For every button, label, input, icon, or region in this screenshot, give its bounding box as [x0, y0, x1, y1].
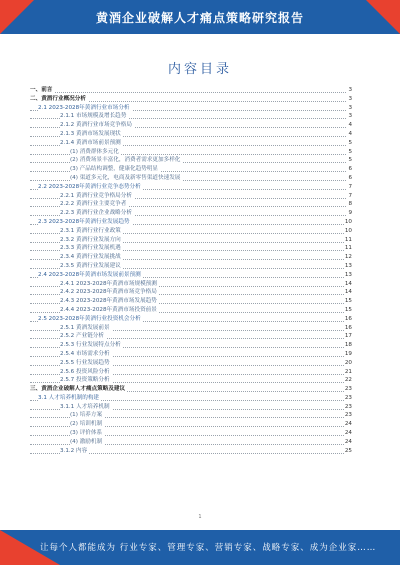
toc-entry-label: 2.5.6 投资风险分析 — [60, 368, 110, 375]
toc-entry-page: 9 — [348, 210, 352, 217]
toc-entry-page: 15 — [344, 306, 352, 313]
toc-entry-label: 2.3 2023-2028年黄酒行业发展趋势 — [38, 218, 130, 225]
toc-entry[interactable] — [30, 262, 352, 271]
toc-entry-label: (4) 激励机制 — [70, 438, 103, 445]
toc-entry[interactable] — [30, 192, 352, 201]
toc-entry[interactable] — [30, 385, 352, 394]
toc-entry[interactable] — [30, 376, 352, 385]
toc-entry[interactable] — [30, 394, 352, 403]
toc-entry-label: 2.1.1 市场规模及增长趋势 — [60, 113, 127, 120]
toc-entry-page: 13 — [344, 271, 352, 278]
toc-entry-label: (3) 评价体系 — [70, 430, 103, 437]
toc-entry-label: 2.5 2023-2028年黄酒行业投资机会分析 — [38, 315, 141, 322]
toc-entry-page: 14 — [344, 289, 352, 296]
toc-entry-page: 23 — [344, 394, 352, 401]
toc-entry-page: 23 — [344, 386, 352, 393]
toc-entry-label: 2.3.5 黄酒行业发展建议 — [60, 262, 121, 269]
toc-entry-page: 7 — [348, 192, 352, 199]
toc-entry[interactable] — [30, 209, 352, 218]
toc-entry-label: (1) 培养方案 — [70, 412, 103, 419]
toc-entry-label: 二、黄酒行业概况分析 — [30, 95, 86, 102]
toc-entry-page: 22 — [344, 377, 352, 384]
toc-entry-page: 16 — [344, 315, 352, 322]
toc-entry-label: 3.1.1 人才培养机制 — [60, 403, 110, 410]
toc-entry-label: 2.2.3 黄酒行业企业战略分析 — [60, 210, 132, 217]
toc-entry-page: 18 — [344, 342, 352, 349]
toc-entry-page: 16 — [344, 324, 352, 331]
toc-entry-label: 2.1.4 黄酒市场前景预测 — [60, 139, 121, 146]
toc-entry-page: 4 — [348, 122, 352, 129]
toc-entry-label: 2.4.3 2023-2028年黄酒市场发展趋势 — [60, 298, 157, 305]
toc-entry-label: 2.5.3 行业发展特点分析 — [60, 342, 121, 349]
toc-entry[interactable] — [30, 253, 352, 262]
toc-entry[interactable] — [30, 288, 352, 297]
toc-entry-page: 21 — [344, 368, 352, 375]
toc-entry[interactable] — [30, 244, 352, 253]
toc-heading: 内容目录 — [167, 62, 232, 77]
toc-entry-page: 12 — [344, 254, 352, 261]
toc-entry-label: 三、黄酒企业破解人才痛点策略及建议 — [30, 386, 126, 393]
toc-entry-page: 19 — [344, 350, 352, 357]
toc-entry[interactable] — [30, 332, 352, 341]
toc-entry-label: 2.2.1 黄酒行业竞争格局分析 — [60, 192, 132, 199]
toc-entry[interactable] — [30, 420, 352, 429]
toc-entry[interactable] — [30, 130, 352, 139]
toc-entry-label: 2.5.1 黄酒发展前景 — [60, 324, 110, 331]
toc-entry[interactable] — [30, 156, 352, 165]
toc-entry-page: 5 — [348, 139, 352, 146]
toc-entry[interactable] — [30, 359, 352, 368]
toc-entry[interactable] — [30, 368, 352, 377]
toc-entry[interactable] — [30, 104, 352, 113]
toc-entry-page: 10 — [344, 218, 352, 225]
toc-entry-label: 3.1 人才培养机制的构建 — [38, 394, 100, 401]
toc-entry[interactable] — [30, 280, 352, 289]
table-of-contents — [30, 86, 352, 455]
toc-entry-page: 5 — [348, 157, 352, 164]
toc-entry-page: 5 — [348, 148, 352, 155]
toc-entry[interactable] — [30, 95, 352, 104]
toc-entry-page: 17 — [344, 333, 352, 340]
toc-entry[interactable] — [30, 306, 352, 315]
toc-entry-page: 11 — [344, 245, 352, 252]
toc-entry-page: 25 — [344, 447, 352, 454]
toc-entry-label: 2.3.1 黄酒行业行业政策 — [60, 227, 121, 234]
toc-entry-page: 6 — [348, 174, 352, 181]
toc-entry[interactable] — [30, 447, 352, 456]
report-title: 黄酒企业破解人才痛点策略研究报告 — [95, 11, 304, 25]
toc-entry[interactable] — [30, 218, 352, 227]
toc-entry[interactable] — [30, 411, 352, 420]
toc-entry-label: 2.3.3 黄酒行业发展机遇 — [60, 245, 121, 252]
toc-entry-label: 2.5.5 行业发展趋势 — [60, 359, 110, 366]
toc-entry-page: 15 — [344, 298, 352, 305]
toc-entry-page: 13 — [344, 262, 352, 269]
toc-entry-label: 2.3.4 黄酒行业发展挑战 — [60, 254, 121, 261]
toc-entry-label: 2.4.4 2023-2028年黄酒市场投资前景 — [60, 306, 157, 313]
toc-entry-page: 4 — [348, 130, 352, 137]
toc-entry-page: 24 — [344, 421, 352, 428]
toc-entry-page: 11 — [344, 236, 352, 243]
toc-entry[interactable] — [30, 200, 352, 209]
toc-entry-page: 23 — [344, 403, 352, 410]
toc-entry-label: (2) 消费场景丰富化，消费者需求更加多样化 — [70, 157, 181, 164]
toc-entry-label: (4) 渠道多元化，电商及新零售渠道快速发展 — [70, 174, 181, 181]
footer-banner — [0, 530, 400, 565]
toc-entry-page: 6 — [348, 166, 352, 173]
toc-entry-label: 2.1.3 黄酒市场发展现状 — [60, 130, 121, 137]
toc-entry[interactable] — [30, 227, 352, 236]
toc-entry-label: 2.1.2 黄酒行业市场竞争格局 — [60, 122, 132, 129]
toc-entry[interactable] — [30, 403, 352, 412]
toc-entry-page: 10 — [344, 227, 352, 234]
toc-entry-page: 7 — [348, 183, 352, 190]
toc-entry[interactable] — [30, 350, 352, 359]
toc-entry[interactable] — [30, 297, 352, 306]
toc-entry-page: 20 — [344, 359, 352, 366]
toc-entry-label: 2.2 2023-2028年黄酒行业竞争态势分析 — [38, 183, 141, 190]
toc-entry[interactable] — [30, 112, 352, 121]
toc-entry-label: 2.3.2 黄酒行业发展方向 — [60, 236, 121, 243]
toc-entry-label: (1) 消费群体多元化 — [70, 148, 119, 155]
toc-entry-label: (2) 培训机制 — [70, 421, 103, 428]
toc-entry-label: 2.1 2023-2028年黄酒行业市场分析 — [38, 104, 130, 111]
toc-entry-label: 2.5.4 市场需求分析 — [60, 350, 110, 357]
toc-entry[interactable] — [30, 139, 352, 148]
toc-entry-page: 24 — [344, 438, 352, 445]
toc-entry-label: 2.4 2023-2028年黄酒市场发展前景预测 — [38, 271, 141, 278]
toc-entry-label: 3.1.2 内容 — [60, 447, 88, 454]
toc-entry-label: 2.4.2 2023-2028年黄酒市场竞争格局 — [60, 289, 157, 296]
toc-entry[interactable] — [30, 183, 352, 192]
page-number: 1 — [198, 514, 202, 520]
toc-entry[interactable] — [30, 271, 352, 280]
toc-entry[interactable] — [30, 236, 352, 245]
toc-entry-label: (3) 产品结构调整，健康化趋势明显 — [70, 166, 159, 173]
toc-entry-label: 2.5.2 产业链分析 — [60, 333, 104, 340]
toc-entry[interactable] — [30, 438, 352, 447]
toc-entry[interactable] — [30, 341, 352, 350]
header-banner — [0, 0, 400, 34]
toc-entry[interactable] — [30, 315, 352, 324]
toc-entry-page: 3 — [348, 87, 352, 93]
toc-entry-page: 23 — [344, 412, 352, 419]
toc-entry[interactable] — [30, 429, 352, 438]
toc-entry[interactable] — [30, 86, 352, 95]
toc-entry[interactable] — [30, 165, 352, 174]
toc-entry[interactable] — [30, 148, 352, 157]
toc-entry-page: 8 — [348, 201, 352, 208]
toc-entry-page: 3 — [348, 113, 352, 120]
toc-entry[interactable] — [30, 324, 352, 333]
toc-entry-page: 3 — [348, 95, 352, 102]
toc-entry-page: 14 — [344, 280, 352, 287]
toc-leader-dots — [30, 92, 348, 93]
toc-entry[interactable] — [30, 121, 352, 130]
footer-slogan: 让每个人都能成为 行业专家、管理专家、营销专家、战略专家、成为企业家…… — [40, 543, 377, 553]
toc-entry-label: 2.2.2 黄酒行业主要竞争者 — [60, 201, 127, 208]
toc-entry-label: 2.5.7 投资策略分析 — [60, 377, 110, 384]
toc-entry-page: 3 — [348, 104, 352, 111]
toc-entry-page: 24 — [344, 430, 352, 437]
toc-entry[interactable] — [30, 174, 352, 183]
toc-entry-label: 2.4.1 2023-2028年黄酒市场规模预测 — [60, 280, 157, 287]
toc-entry-label: 一、前言 — [30, 87, 53, 93]
